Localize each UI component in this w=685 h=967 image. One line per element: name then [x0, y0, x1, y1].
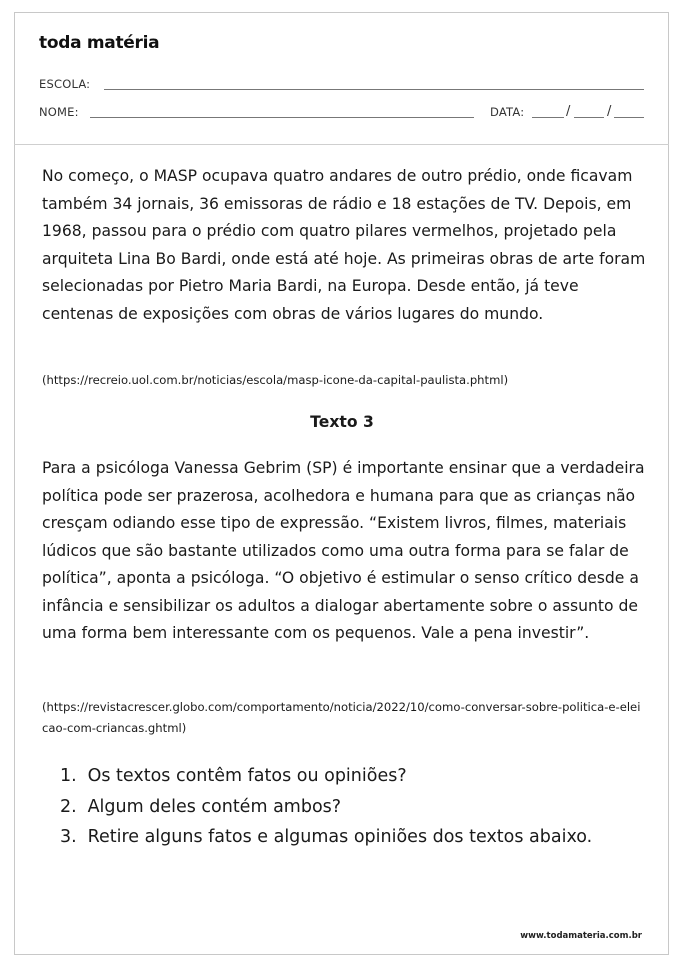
- text3-title: Texto 3: [310, 413, 374, 431]
- question-number: 3.: [60, 827, 77, 847]
- question-item: [60, 761, 592, 792]
- question-number: 1.: [60, 766, 77, 786]
- question-item: [60, 822, 592, 853]
- text2-source: (https://recreio.uol.com.br/noticias/escola/masp-icone-da-capital-paulista.phtml): [42, 373, 509, 387]
- date-month-line[interactable]: [574, 117, 604, 118]
- question-item: [60, 792, 592, 823]
- question-text: Os textos contêm fatos ou opiniões?: [87, 766, 407, 786]
- text3-paragraph: Para a psicóloga Vanessa Gebrim (SP) é importante ensinar que a verdadeira política pode ser prazerosa, acolhedora e humana para que as crianças não cresçam odiando esse tipo de expressão. “Existem livros, filmes, materiais lúdicos que são bastante utilizados como uma outra forma para se falar de política”, aponta a psicóloga. “O objetivo é estimular o senso crítico desde a infância e sensibilizar os adultos a dialogar abertamente sobre o assunto de uma forma bem interessante com os pequenos. Vale a pena investir”.: [42, 459, 645, 642]
- date-day-line[interactable]: [532, 117, 564, 118]
- school-input-line[interactable]: [104, 89, 644, 90]
- header-divider: [14, 144, 669, 145]
- name-input-line[interactable]: [90, 117, 474, 118]
- brand-logo: toda matéria: [39, 33, 160, 53]
- question-list: [60, 761, 592, 853]
- date-label: DATA:: [490, 105, 525, 119]
- date-year-line[interactable]: [614, 117, 644, 118]
- text3-source: (https://revistacrescer.globo.com/comportamento/noticia/2022/10/como-conversar-sobre-politica-e-eleicao-com-criancas.ghtml): [42, 700, 641, 735]
- question-text: Retire alguns fatos e algumas opiniões dos textos abaixo.: [87, 827, 593, 847]
- text2-paragraph: No começo, o MASP ocupava quatro andares de outro prédio, onde ficavam também 34 jornais, 36 emissoras de rádio e 18 estações de TV. Depois, em 1968, passou para o prédio com quatro pilares vermelhos, projetado pela arquiteta Lina Bo Bardi, onde está até hoje. As primeiras obras de arte foram selecionadas por Pietro Maria Bardi, na Europa. Desde então, já teve centenas de exposições com obras de vários lugares do mundo.: [42, 167, 646, 323]
- question-number: 2.: [60, 796, 77, 817]
- question-text: Algum deles contém ambos?: [87, 796, 342, 817]
- school-label: ESCOLA:: [39, 77, 91, 91]
- date-separator: /: [566, 104, 571, 119]
- name-label: NOME:: [39, 105, 79, 119]
- footer-site: www.todamateria.com.br: [520, 931, 642, 941]
- date-separator: /: [607, 104, 612, 119]
